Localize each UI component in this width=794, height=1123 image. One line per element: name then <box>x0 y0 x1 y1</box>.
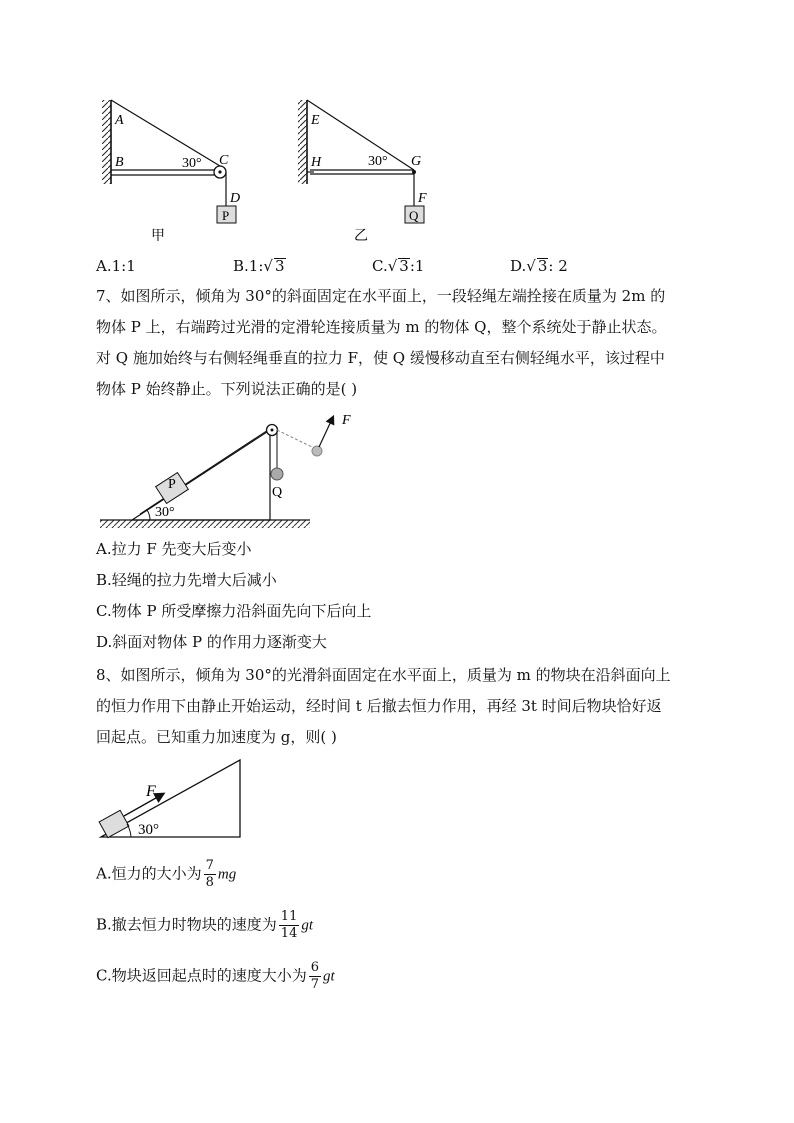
q8-angle: 30° <box>138 822 159 838</box>
q8-option-c: C.物块返回起点时的速度大小为 $\frac{6}{7}$ gt <box>96 960 335 992</box>
angle-yi: 30° <box>368 154 388 169</box>
q7-line: 对 Q 施加始终与右侧轻绳垂直的拉力 F，使 Q 缓慢移动直至右侧轻绳水平，该过程中 <box>96 349 665 367</box>
label-C: C <box>219 153 229 168</box>
q6-option-d: D.√ 3: 2 <box>510 257 568 275</box>
box-P: P <box>222 208 230 223</box>
label-E: E <box>311 113 320 128</box>
figure-jia-yi <box>0 0 794 250</box>
q6-option-c: C.√ 3:1 <box>372 257 425 275</box>
figure-jia <box>102 100 240 244</box>
label-H: H <box>311 155 322 170</box>
figure-yi <box>298 100 427 244</box>
label-D: D <box>230 191 241 206</box>
q7-angle: 30° <box>155 505 175 520</box>
caption-yi: 乙 <box>354 229 368 244</box>
q6-option-a: A.1:1 <box>96 257 136 275</box>
caption-jia: 甲 <box>151 229 165 244</box>
q7-stem <box>96 281 666 405</box>
q8-stem <box>96 660 671 753</box>
label-F: F <box>418 191 427 206</box>
q7-option-d: D.斜面对物体 P 的作用力逐渐变大 <box>96 633 327 651</box>
q7-line: 物体 P 上，右端跨过光滑的定滑轮连接质量为 m 的物体 Q，整个系统处于静止状态。 <box>96 318 667 336</box>
q7-label-Q: Q <box>272 485 283 500</box>
figure-q8 <box>0 750 794 850</box>
q7-line: 7、如图所示，倾角为 30°的斜面固定在水平面上，一段轻绳左端拴接在质量为 2m 的 <box>96 287 666 305</box>
q8-line: 8、如图所示，倾角为 30°的光滑斜面固定在水平面上，质量为 m 的物块在沿斜面向上 <box>96 666 671 684</box>
q8-label-F: F <box>146 783 156 800</box>
figure-q7 <box>0 400 794 535</box>
q7-label-F: F <box>342 413 351 428</box>
q8-option-b: B.撤去恒力时物块的速度为 $\frac{11}{14}$ gt <box>96 909 314 941</box>
q8-line: 的恒力作用下由静止开始运动，经时间 t 后撤去恒力作用，再经 3t 时间后物块恰好返 <box>96 697 662 715</box>
q7-label-P: P <box>168 477 176 492</box>
q7-line: 物体 P 始终静止。下列说法正确的是( ) <box>96 380 358 398</box>
q8-line: 回起点。已知重力加速度为 g，则( ) <box>96 728 337 746</box>
label-B: B <box>115 155 124 170</box>
box-Q: Q <box>409 208 419 223</box>
q7-options <box>96 534 371 658</box>
angle-jia: 30° <box>182 156 202 171</box>
q7-option-c: C.物体 P 所受摩擦力沿斜面先向下后向上 <box>96 602 372 620</box>
q7-option-b: B.轻绳的拉力先增大后减小 <box>96 571 277 589</box>
q8-option-a: A.恒力的大小为 $\frac{7}{8}$ mg <box>96 858 237 890</box>
q6-option-b: B.1:√ 3 <box>233 257 285 275</box>
q7-option-a: A.拉力 F 先变大后变小 <box>96 540 252 558</box>
label-A: A <box>115 113 124 128</box>
label-G: G <box>411 154 422 169</box>
